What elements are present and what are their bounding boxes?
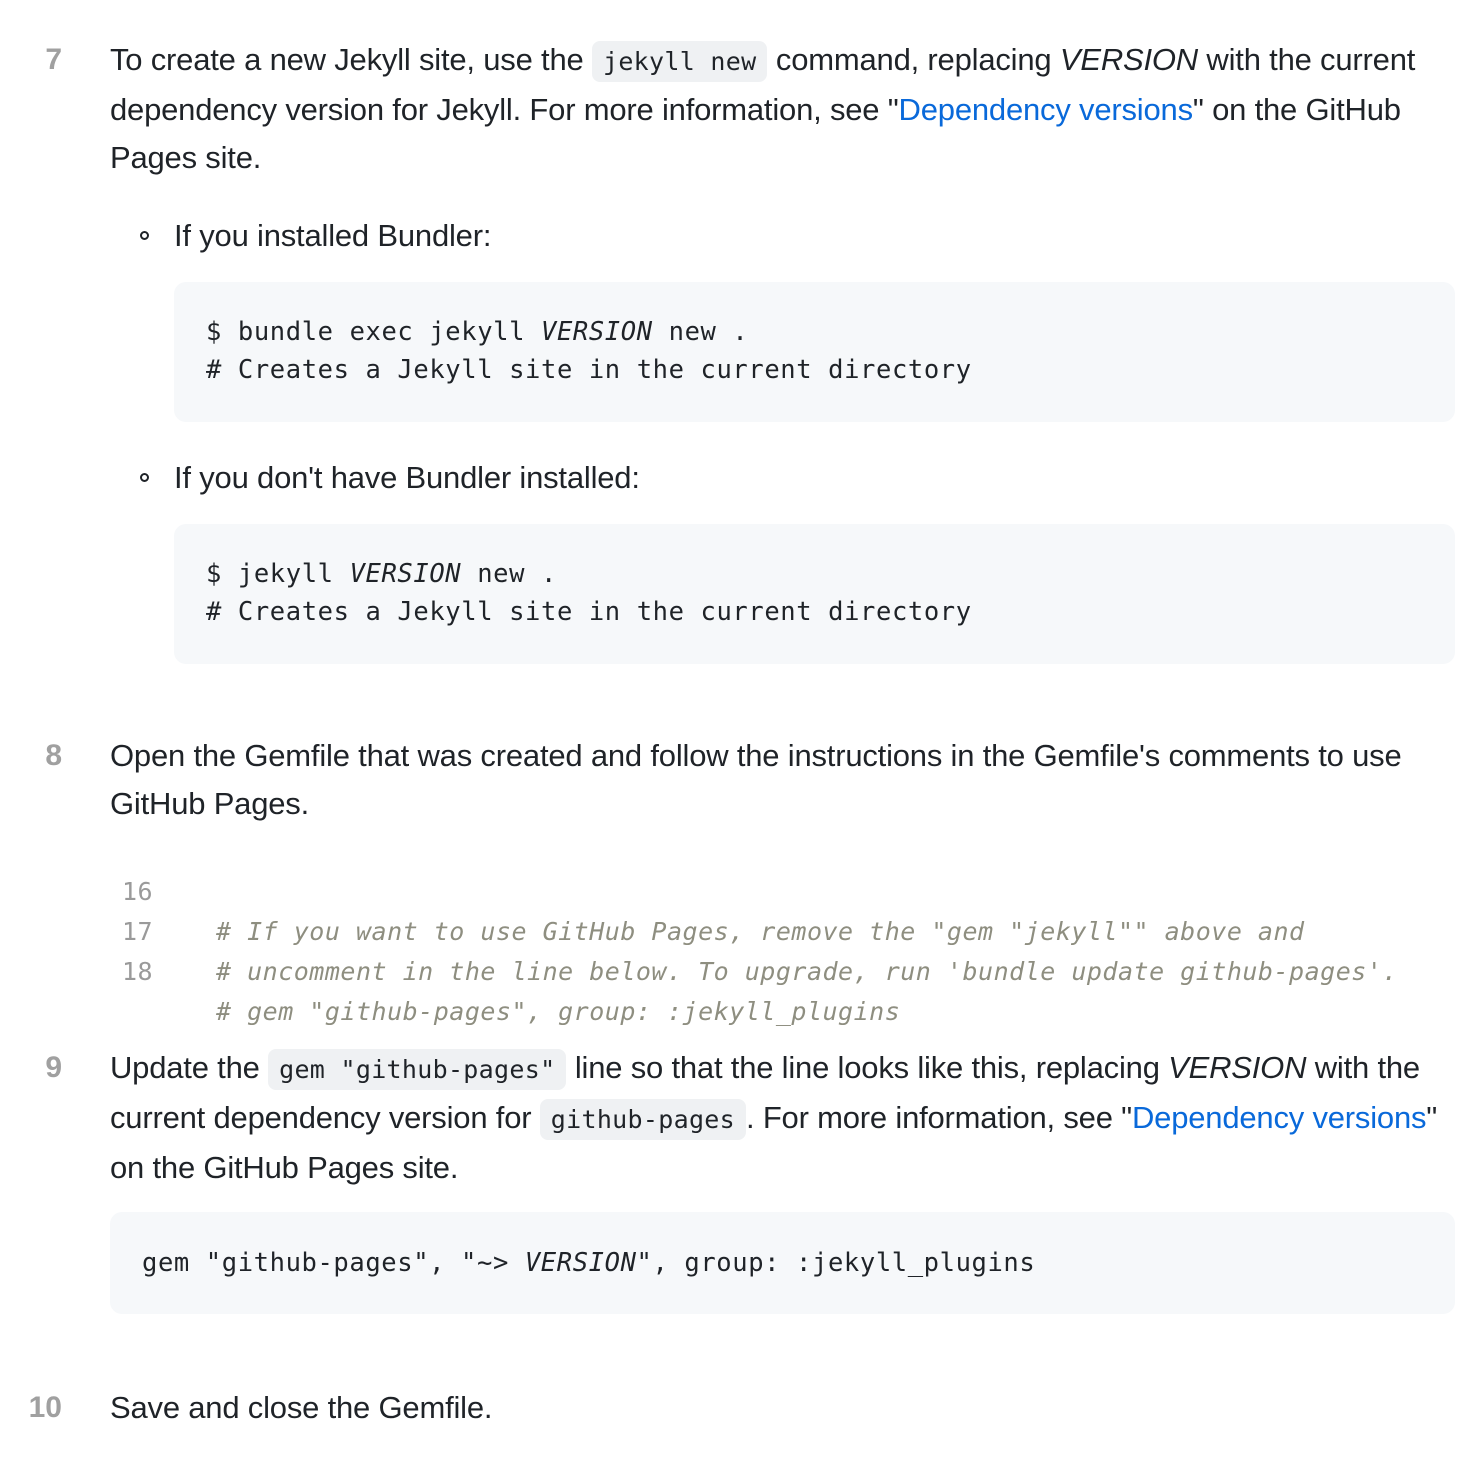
sub-item-bundler: [110, 212, 1455, 422]
step-body: [110, 732, 1455, 828]
step-text: Open the Gemfile that was created and follow the instructions in the Gemfile's comments to use GitHub Pages.: [110, 738, 1402, 821]
line-number: 18: [122, 957, 154, 986]
dependency-versions-link[interactable]: Dependency versions: [1131, 1100, 1427, 1135]
sub-item-label: If you don't have Bundler installed:: [174, 460, 640, 495]
code-placeholder: VERSION: [524, 1248, 637, 1278]
text-fragment: Update the: [110, 1050, 269, 1085]
step-text: Save and close the Gemfile.: [110, 1390, 493, 1425]
step-number: 9: [45, 1051, 62, 1084]
text-fragment: command, replacing: [767, 42, 1060, 77]
code-block[interactable]: [174, 282, 1455, 422]
text-fragment: with the current dependency version for: [110, 1050, 1420, 1135]
step-number: 7: [45, 43, 62, 76]
hollow-bullet-icon: [140, 231, 149, 240]
gemfile-comment: # uncomment in the line below. To upgrade, run 'bundle update github-pages'.: [216, 957, 1398, 986]
step-number: 10: [28, 1391, 62, 1424]
code-text: gem "github-pages", "~>: [142, 1248, 525, 1278]
code-text: new .: [652, 317, 749, 347]
code-placeholder: VERSION: [349, 559, 462, 589]
hollow-bullet-icon: [140, 473, 149, 482]
line-number: 16: [122, 877, 154, 906]
dependency-versions-link[interactable]: Dependency versions: [898, 92, 1193, 127]
code-block[interactable]: [110, 1212, 1455, 1314]
code-block[interactable]: [174, 524, 1455, 664]
inline-code: gem "github-pages": [268, 1049, 566, 1090]
step-text: [110, 1044, 1455, 1192]
emphasis: VERSION: [1059, 42, 1198, 77]
step-body: [110, 36, 1455, 664]
inline-code: jekyll new: [592, 41, 768, 82]
text-fragment: " on the GitHub Pages site.: [110, 1100, 1438, 1185]
step-body: [110, 1044, 1455, 1314]
sub-list: [110, 212, 1455, 664]
text-fragment: " on the GitHub Pages site.: [110, 92, 1401, 175]
code-placeholder: VERSION: [541, 317, 653, 347]
line-number: 17: [122, 917, 154, 946]
gemfile-snippet: [110, 832, 1470, 1026]
code-text: $ bundle exec jekyll: [206, 317, 541, 347]
gemfile-comment: # gem "github-pages", group: :jekyll_plugins: [216, 997, 901, 1026]
sub-item-label: If you installed Bundler:: [174, 218, 492, 253]
code-comment: # Creates a Jekyll site in the current directory: [206, 597, 972, 627]
code-comment: # Creates a Jekyll site in the current directory: [206, 355, 972, 385]
sub-item-no-bundler: [110, 454, 1455, 664]
step-number: 8: [45, 739, 62, 772]
step-text: [110, 36, 1455, 182]
emphasis: VERSION: [1168, 1050, 1307, 1085]
inline-code: github-pages: [540, 1099, 746, 1140]
step-body: [110, 1384, 1455, 1432]
text-fragment: line so that the line looks like this, replacing: [566, 1050, 1169, 1085]
code-text: new .: [461, 559, 557, 589]
code-text: $ jekyll: [206, 559, 350, 589]
code-text: ", group: :jekyll_plugins: [636, 1248, 1036, 1278]
text-fragment: To create a new Jekyll site, use the: [110, 42, 592, 77]
text-fragment: with the current dependency version for Jekyll. For more information, see ": [110, 42, 1416, 127]
text-fragment: . For more information, see ": [746, 1100, 1132, 1135]
gemfile-comment: # If you want to use GitHub Pages, remove the "gem "jekyll"" above and: [216, 917, 1305, 946]
